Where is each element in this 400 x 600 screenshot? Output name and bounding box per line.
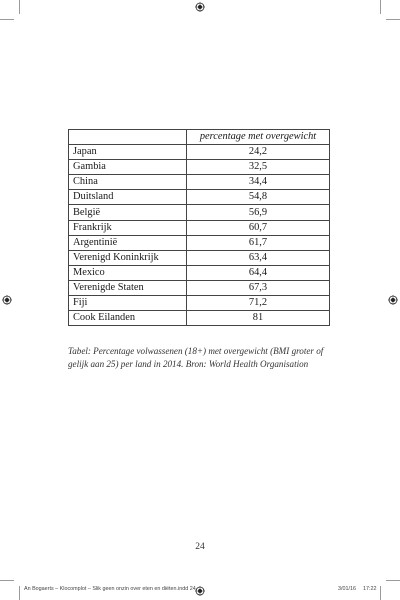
- crop-mark: [380, 586, 381, 600]
- country-cell: Verenigd Koninkrijk: [69, 250, 187, 265]
- country-cell: Mexico: [69, 265, 187, 280]
- registration-mark-icon: [2, 295, 12, 305]
- crop-mark: [19, 586, 20, 600]
- table-caption: Tabel: Percentage volwassenen (18+) met overgewicht (BMI groter of gelijk aan 25) per land in 2014. Bron: World Health Organisation: [68, 346, 324, 369]
- table-row: [69, 220, 330, 235]
- country-cell: Japan: [69, 145, 187, 160]
- country-cell: Gambia: [69, 160, 187, 175]
- value-cell: 56,9: [187, 205, 330, 220]
- table-row: [69, 190, 330, 205]
- crop-mark: [0, 19, 14, 20]
- value-cell: 71,2: [187, 296, 330, 311]
- table-row: [69, 296, 330, 311]
- country-cell: Frankrijk: [69, 220, 187, 235]
- country-cell: Duitsland: [69, 190, 187, 205]
- crop-mark: [386, 580, 400, 581]
- country-cell: Verenigde Staten: [69, 280, 187, 295]
- table-row: [69, 160, 330, 175]
- crop-mark: [380, 0, 381, 14]
- value-cell: 60,7: [187, 220, 330, 235]
- table-row: [69, 175, 330, 190]
- country-cell: Fiji: [69, 296, 187, 311]
- value-cell: 63,4: [187, 250, 330, 265]
- registration-mark-icon: [388, 295, 398, 305]
- slug-time: 17:22: [363, 586, 377, 592]
- page-number: 24: [195, 542, 205, 552]
- table-row: [69, 235, 330, 250]
- value-cell: 54,8: [187, 190, 330, 205]
- value-cell: 67,3: [187, 280, 330, 295]
- table-row: [69, 205, 330, 220]
- table-header-row: [69, 130, 330, 145]
- slug-date: 3/01/16: [338, 586, 356, 592]
- slug-file-name: An Bogaerts – Klocomplot – Slik geen onzin over eten en diëten.indd 24: [24, 586, 196, 592]
- overweight-table: [68, 129, 330, 326]
- table-header-percentage: percentage met overgewicht: [187, 130, 330, 145]
- country-cell: China: [69, 175, 187, 190]
- table-row: [69, 280, 330, 295]
- crop-mark: [0, 580, 14, 581]
- country-cell: Argentinië: [69, 235, 187, 250]
- value-cell: 32,5: [187, 160, 330, 175]
- table-row: [69, 250, 330, 265]
- value-cell: 34,4: [187, 175, 330, 190]
- table-header-empty: [69, 130, 187, 145]
- table-row: [69, 265, 330, 280]
- country-cell: Cook Eilanden: [69, 311, 187, 326]
- value-cell: 24,2: [187, 145, 330, 160]
- value-cell: 81: [187, 311, 330, 326]
- table-row: [69, 145, 330, 160]
- registration-mark-icon: [195, 586, 205, 596]
- table-row: [69, 311, 330, 326]
- crop-mark: [19, 0, 20, 14]
- registration-mark-icon: [195, 2, 205, 12]
- country-cell: België: [69, 205, 187, 220]
- value-cell: 64,4: [187, 265, 330, 280]
- value-cell: 61,7: [187, 235, 330, 250]
- crop-mark: [386, 19, 400, 20]
